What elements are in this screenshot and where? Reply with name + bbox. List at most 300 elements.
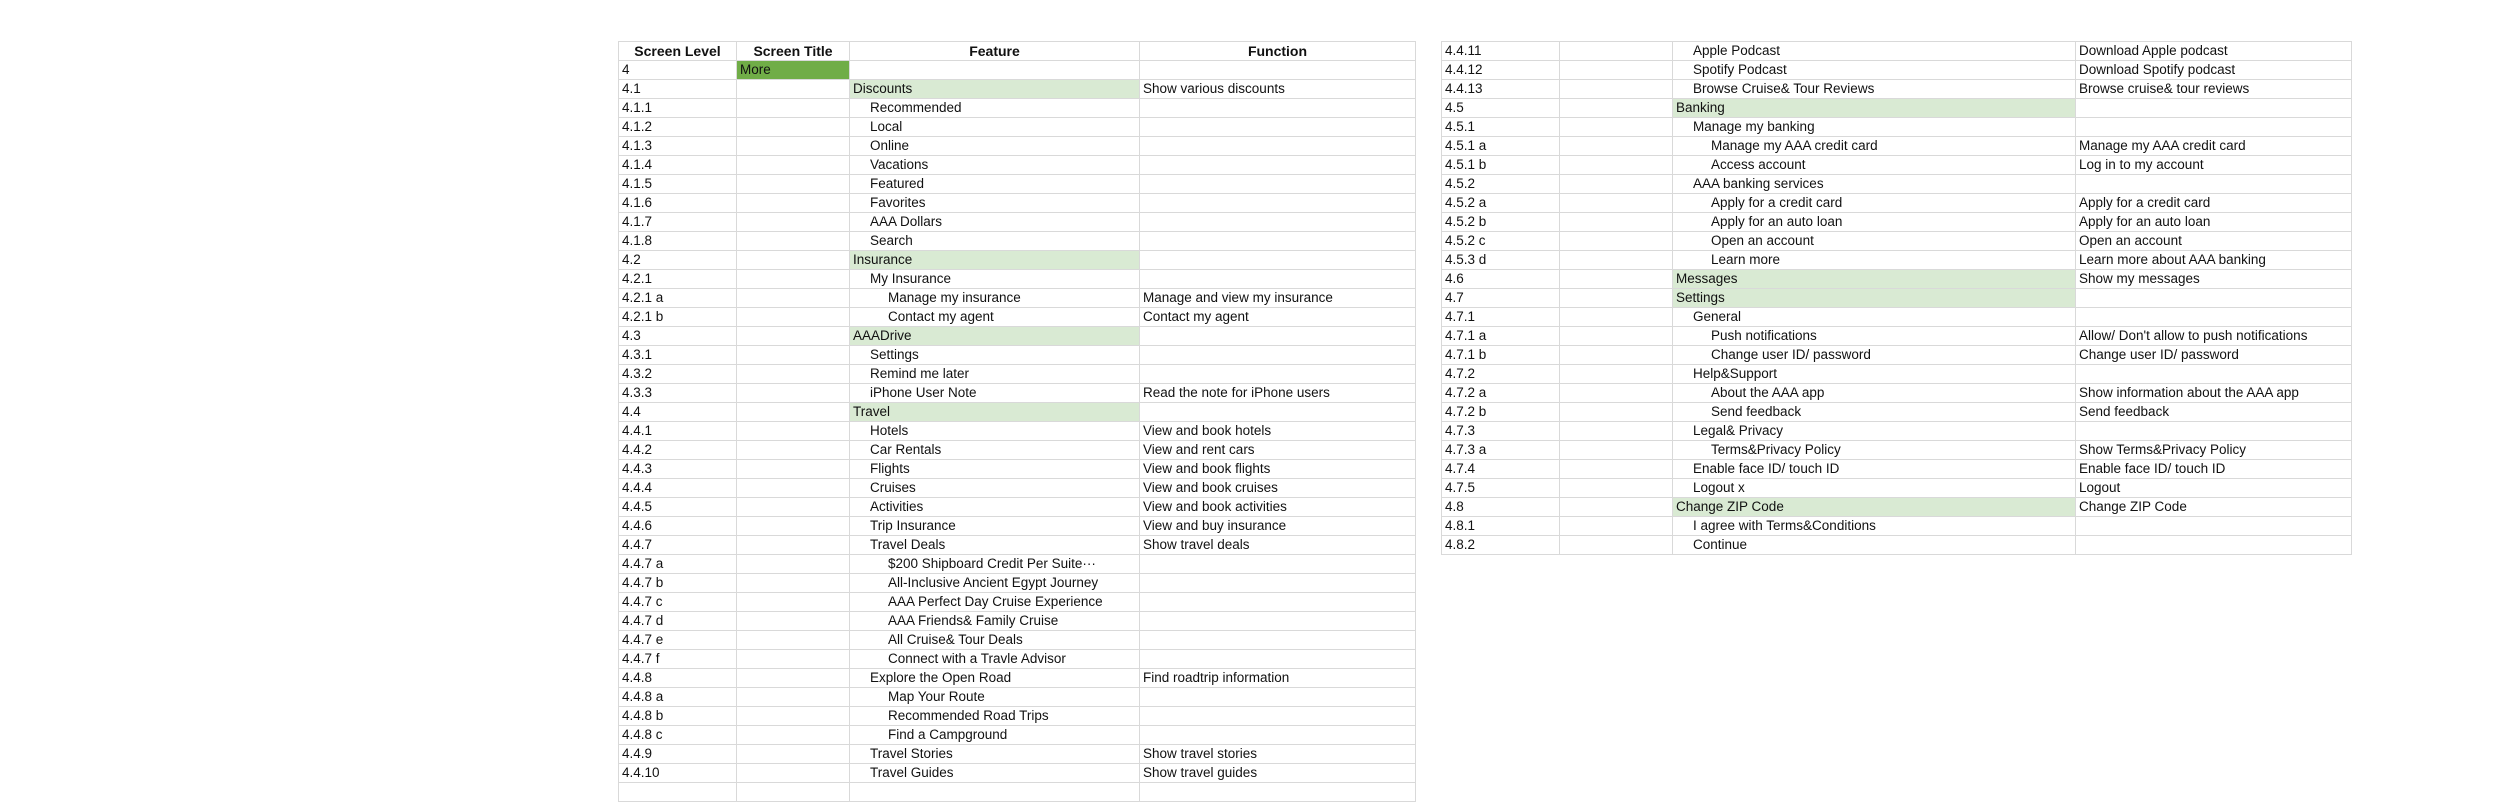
cell-screen-title[interactable] <box>737 175 850 194</box>
cell-screen-title[interactable] <box>1560 156 1673 175</box>
cell-function[interactable]: Enable face ID/ touch ID <box>2076 460 2352 479</box>
cell-feature[interactable]: Activities <box>850 498 1140 517</box>
cell-function[interactable] <box>1140 137 1416 156</box>
cell-feature[interactable]: General <box>1673 308 2076 327</box>
cell-function[interactable] <box>2076 289 2352 308</box>
cell-function[interactable]: Send feedback <box>2076 403 2352 422</box>
table-row <box>1442 441 2352 460</box>
cell-feature[interactable]: Continue <box>1673 536 2076 555</box>
cell-screen-level[interactable]: 4.4.8 <box>619 669 737 688</box>
cell-feature[interactable]: Remind me later <box>850 365 1140 384</box>
cell-screen-title[interactable] <box>1560 498 1673 517</box>
cell-screen-level[interactable]: 4.3.3 <box>619 384 737 403</box>
table-row <box>619 289 1416 308</box>
cell-screen-title[interactable] <box>1560 422 1673 441</box>
cell-function[interactable] <box>1140 555 1416 574</box>
cell-screen-level[interactable]: 4.4.7 <box>619 536 737 555</box>
cell-function[interactable]: Download Apple podcast <box>2076 42 2352 61</box>
table-row <box>1442 327 2352 346</box>
cell-screen-level[interactable]: 4.7.2 b <box>1442 403 1560 422</box>
cell-screen-level[interactable]: 4.4.4 <box>619 479 737 498</box>
cell-screen-level[interactable]: 4.1.8 <box>619 232 737 251</box>
cell-feature[interactable]: Explore the Open Road <box>850 669 1140 688</box>
cell-screen-title[interactable] <box>737 631 850 650</box>
cell-screen-title[interactable] <box>737 422 850 441</box>
cell-feature[interactable]: Search <box>850 232 1140 251</box>
cell-function[interactable]: Manage my AAA credit card <box>2076 137 2352 156</box>
cell-feature[interactable]: Recommended Road Trips <box>850 707 1140 726</box>
cell-function[interactable]: Apply for an auto loan <box>2076 213 2352 232</box>
cell-screen-level[interactable]: 4.4.8 a <box>619 688 737 707</box>
cell-screen-title[interactable] <box>1560 517 1673 536</box>
cell-feature[interactable]: Apple Podcast <box>1673 42 2076 61</box>
cell-screen-title[interactable] <box>1560 99 1673 118</box>
cell-screen-level[interactable] <box>619 783 737 802</box>
cell-function[interactable]: Allow/ Don't allow to push notifications <box>2076 327 2352 346</box>
cell-feature[interactable]: AAADrive <box>850 327 1140 346</box>
cell-screen-title[interactable] <box>1560 251 1673 270</box>
cell-function[interactable]: View and book cruises <box>1140 479 1416 498</box>
cell-feature[interactable]: Manage my banking <box>1673 118 2076 137</box>
cell-screen-level[interactable]: 4.3 <box>619 327 737 346</box>
table-row <box>1442 308 2352 327</box>
cell-feature[interactable]: Change user ID/ password <box>1673 346 2076 365</box>
cell-screen-level[interactable]: 4.5.1 a <box>1442 137 1560 156</box>
cell-screen-title[interactable] <box>1560 460 1673 479</box>
cell-screen-title[interactable] <box>1560 327 1673 346</box>
cell-function[interactable] <box>1140 688 1416 707</box>
cell-function[interactable] <box>2076 517 2352 536</box>
cell-screen-title[interactable] <box>1560 213 1673 232</box>
cell-feature[interactable]: Insurance <box>850 251 1140 270</box>
cell-screen-level[interactable]: 4.4.12 <box>1442 61 1560 80</box>
cell-screen-level[interactable]: 4.1.7 <box>619 213 737 232</box>
cell-feature[interactable]: Cruises <box>850 479 1140 498</box>
cell-screen-title[interactable] <box>737 574 850 593</box>
cell-screen-title[interactable] <box>737 593 850 612</box>
cell-screen-level[interactable]: 4.4.6 <box>619 517 737 536</box>
cell-function[interactable] <box>1140 726 1416 745</box>
cell-feature[interactable]: Local <box>850 118 1140 137</box>
cell-screen-level[interactable]: 4.7.3 <box>1442 422 1560 441</box>
table-row <box>619 80 1416 99</box>
cell-screen-title[interactable] <box>1560 479 1673 498</box>
cell-screen-level[interactable]: 4.8.1 <box>1442 517 1560 536</box>
cell-feature[interactable]: Map Your Route <box>850 688 1140 707</box>
cell-feature[interactable] <box>850 61 1140 80</box>
cell-function[interactable] <box>1140 118 1416 137</box>
cell-screen-title[interactable] <box>1560 80 1673 99</box>
cell-feature[interactable]: AAA Friends& Family Cruise <box>850 612 1140 631</box>
cell-feature[interactable]: Push notifications <box>1673 327 2076 346</box>
cell-screen-title[interactable] <box>737 251 850 270</box>
cell-screen-level[interactable]: 4.4.7 c <box>619 593 737 612</box>
cell-screen-title[interactable] <box>1560 536 1673 555</box>
cell-screen-title[interactable] <box>737 650 850 669</box>
cell-screen-title[interactable] <box>1560 137 1673 156</box>
cell-function[interactable]: Log in to my account <box>2076 156 2352 175</box>
cell-feature[interactable]: Open an account <box>1673 232 2076 251</box>
cell-screen-title[interactable] <box>737 498 850 517</box>
cell-feature[interactable]: Enable face ID/ touch ID <box>1673 460 2076 479</box>
cell-screen-level[interactable]: 4.2 <box>619 251 737 270</box>
cell-function[interactable]: Show various discounts <box>1140 80 1416 99</box>
cell-screen-title[interactable] <box>737 707 850 726</box>
table-row <box>619 327 1416 346</box>
cell-screen-level[interactable]: 4.5.1 <box>1442 118 1560 137</box>
cell-screen-level[interactable]: 4.1.5 <box>619 175 737 194</box>
cell-screen-level[interactable]: 4.4.1 <box>619 422 737 441</box>
table-row <box>619 118 1416 137</box>
cell-function[interactable] <box>1140 270 1416 289</box>
table-row <box>1442 156 2352 175</box>
cell-feature[interactable]: Trip Insurance <box>850 517 1140 536</box>
cell-function[interactable] <box>1140 213 1416 232</box>
cell-screen-level[interactable]: 4.7.1 a <box>1442 327 1560 346</box>
cell-screen-title[interactable] <box>737 536 850 555</box>
cell-screen-title[interactable] <box>737 783 850 802</box>
cell-screen-title[interactable] <box>1560 403 1673 422</box>
header-function[interactable]: Function <box>1140 42 1416 61</box>
cell-screen-title[interactable] <box>737 517 850 536</box>
cell-feature[interactable]: Access account <box>1673 156 2076 175</box>
cell-function[interactable] <box>2076 365 2352 384</box>
cell-screen-level[interactable]: 4.4.7 a <box>619 555 737 574</box>
cell-function[interactable]: Browse cruise& tour reviews <box>2076 80 2352 99</box>
cell-function[interactable]: Show travel deals <box>1140 536 1416 555</box>
cell-screen-title[interactable] <box>1560 384 1673 403</box>
cell-feature[interactable]: Apply for an auto loan <box>1673 213 2076 232</box>
table-row <box>619 213 1416 232</box>
cell-screen-level[interactable]: 4.7.2 <box>1442 365 1560 384</box>
cell-feature[interactable]: Online <box>850 137 1140 156</box>
cell-screen-title[interactable] <box>1560 118 1673 137</box>
cell-function[interactable]: Show my messages <box>2076 270 2352 289</box>
cell-function[interactable] <box>1140 156 1416 175</box>
cell-screen-title[interactable] <box>1560 42 1673 61</box>
cell-screen-level[interactable]: 4.1.6 <box>619 194 737 213</box>
cell-feature[interactable]: $200 Shipboard Credit Per Suite··· <box>850 555 1140 574</box>
cell-function[interactable]: Apply for a credit card <box>2076 194 2352 213</box>
table-row <box>1442 403 2352 422</box>
cell-feature[interactable]: Browse Cruise& Tour Reviews <box>1673 80 2076 99</box>
cell-function[interactable]: View and book activities <box>1140 498 1416 517</box>
cell-function[interactable]: Manage and view my insurance <box>1140 289 1416 308</box>
cell-feature[interactable]: Send feedback <box>1673 403 2076 422</box>
cell-screen-level[interactable]: 4.4.3 <box>619 460 737 479</box>
cell-feature[interactable]: Discounts <box>850 80 1140 99</box>
cell-function[interactable]: Logout <box>2076 479 2352 498</box>
cell-function[interactable]: Open an account <box>2076 232 2352 251</box>
header-screen-title[interactable]: Screen Title <box>737 42 850 61</box>
cell-screen-title[interactable] <box>1560 308 1673 327</box>
cell-screen-level[interactable]: 4 <box>619 61 737 80</box>
cell-screen-level[interactable]: 4.5.3 d <box>1442 251 1560 270</box>
cell-screen-level[interactable]: 4.4.7 d <box>619 612 737 631</box>
cell-feature[interactable]: All-Inclusive Ancient Egypt Journey <box>850 574 1140 593</box>
cell-function[interactable] <box>1140 631 1416 650</box>
cell-screen-level[interactable]: 4.1.2 <box>619 118 737 137</box>
cell-screen-title[interactable] <box>737 213 850 232</box>
cell-screen-level[interactable]: 4.4.8 c <box>619 726 737 745</box>
table-row <box>619 308 1416 327</box>
cell-screen-level[interactable]: 4.7 <box>1442 289 1560 308</box>
table-row <box>1442 460 2352 479</box>
cell-feature[interactable]: Featured <box>850 175 1140 194</box>
header-screen-level[interactable]: Screen Level <box>619 42 737 61</box>
cell-feature[interactable]: AAA banking services <box>1673 175 2076 194</box>
cell-screen-title[interactable] <box>737 555 850 574</box>
cell-screen-title[interactable] <box>1560 346 1673 365</box>
cell-screen-title[interactable] <box>737 137 850 156</box>
cell-function[interactable] <box>1140 574 1416 593</box>
cell-screen-title[interactable] <box>737 745 850 764</box>
cell-screen-title[interactable] <box>737 669 850 688</box>
cell-screen-level[interactable]: 4.4.2 <box>619 441 737 460</box>
cell-function[interactable] <box>1140 232 1416 251</box>
cell-screen-level[interactable]: 4.5.2 c <box>1442 232 1560 251</box>
cell-feature[interactable]: Settings <box>850 346 1140 365</box>
cell-screen-title[interactable] <box>737 688 850 707</box>
cell-function[interactable] <box>2076 422 2352 441</box>
cell-feature[interactable]: Travel Stories <box>850 745 1140 764</box>
cell-function[interactable] <box>2076 118 2352 137</box>
cell-feature[interactable]: Contact my agent <box>850 308 1140 327</box>
table-row <box>619 517 1416 536</box>
cell-screen-title[interactable] <box>737 365 850 384</box>
cell-function[interactable]: Find roadtrip information <box>1140 669 1416 688</box>
cell-feature[interactable]: AAA Dollars <box>850 213 1140 232</box>
cell-function[interactable] <box>1140 612 1416 631</box>
cell-function[interactable] <box>2076 308 2352 327</box>
cell-screen-title[interactable] <box>1560 194 1673 213</box>
cell-feature[interactable]: Change ZIP Code <box>1673 498 2076 517</box>
cell-feature[interactable]: My Insurance <box>850 270 1140 289</box>
table-row <box>619 783 1416 802</box>
cell-screen-level[interactable]: 4.3.1 <box>619 346 737 365</box>
cell-feature[interactable]: Manage my AAA credit card <box>1673 137 2076 156</box>
cell-screen-title[interactable] <box>1560 365 1673 384</box>
table-row <box>619 384 1416 403</box>
cell-screen-title[interactable] <box>1560 270 1673 289</box>
table-row <box>1442 536 2352 555</box>
cell-screen-level[interactable]: 4.4.13 <box>1442 80 1560 99</box>
cell-feature[interactable]: Settings <box>1673 289 2076 308</box>
cell-function[interactable]: Download Spotify podcast <box>2076 61 2352 80</box>
cell-feature[interactable]: I agree with Terms&Conditions <box>1673 517 2076 536</box>
cell-feature[interactable]: Find a Campground <box>850 726 1140 745</box>
cell-screen-title[interactable] <box>737 403 850 422</box>
cell-screen-level[interactable]: 4.4.5 <box>619 498 737 517</box>
cell-screen-title[interactable] <box>1560 232 1673 251</box>
cell-function[interactable] <box>1140 99 1416 118</box>
cell-screen-level[interactable]: 4.4.7 b <box>619 574 737 593</box>
cell-screen-title[interactable] <box>737 726 850 745</box>
table-row <box>1442 365 2352 384</box>
cell-function[interactable] <box>1140 61 1416 80</box>
cell-screen-level[interactable]: 4.6 <box>1442 270 1560 289</box>
cell-screen-title[interactable] <box>737 764 850 783</box>
cell-screen-title[interactable] <box>737 232 850 251</box>
cell-screen-title[interactable] <box>737 308 850 327</box>
cell-feature[interactable]: About the AAA app <box>1673 384 2076 403</box>
cell-screen-level[interactable]: 4.1 <box>619 80 737 99</box>
cell-screen-level[interactable]: 4.4 <box>619 403 737 422</box>
table-row <box>619 422 1416 441</box>
cell-screen-title[interactable] <box>737 346 850 365</box>
cell-feature[interactable]: Legal& Privacy <box>1673 422 2076 441</box>
cell-function[interactable] <box>1140 365 1416 384</box>
cell-screen-level[interactable]: 4.8.2 <box>1442 536 1560 555</box>
cell-function[interactable] <box>1140 707 1416 726</box>
cell-function[interactable]: Read the note for iPhone users <box>1140 384 1416 403</box>
cell-function[interactable] <box>1140 251 1416 270</box>
table-row <box>1442 479 2352 498</box>
cell-feature[interactable]: Hotels <box>850 422 1140 441</box>
cell-screen-title[interactable] <box>737 479 850 498</box>
cell-function[interactable] <box>1140 650 1416 669</box>
table-row <box>1442 61 2352 80</box>
cell-screen-level[interactable]: 4.2.1 a <box>619 289 737 308</box>
table-row <box>619 650 1416 669</box>
cell-screen-title[interactable] <box>737 612 850 631</box>
cell-feature[interactable]: Spotify Podcast <box>1673 61 2076 80</box>
cell-screen-level[interactable]: 4.4.10 <box>619 764 737 783</box>
right-table-body <box>1442 42 2352 555</box>
cell-screen-level[interactable]: 4.4.8 b <box>619 707 737 726</box>
cell-feature[interactable]: Banking <box>1673 99 2076 118</box>
table-row <box>1442 213 2352 232</box>
cell-feature[interactable]: Connect with a Travle Advisor <box>850 650 1140 669</box>
cell-screen-title[interactable] <box>737 384 850 403</box>
cell-feature[interactable]: Favorites <box>850 194 1140 213</box>
cell-feature[interactable]: Manage my insurance <box>850 289 1140 308</box>
cell-screen-title[interactable] <box>737 289 850 308</box>
table-row <box>619 99 1416 118</box>
cell-function[interactable]: View and rent cars <box>1140 441 1416 460</box>
cell-feature[interactable]: Travel Deals <box>850 536 1140 555</box>
header-feature[interactable]: Feature <box>850 42 1140 61</box>
cell-function[interactable]: Learn more about AAA banking <box>2076 251 2352 270</box>
cell-function[interactable]: View and buy insurance <box>1140 517 1416 536</box>
cell-function[interactable] <box>2076 536 2352 555</box>
cell-feature[interactable]: Logout x <box>1673 479 2076 498</box>
cell-screen-title[interactable] <box>1560 175 1673 194</box>
cell-function[interactable] <box>1140 593 1416 612</box>
cell-screen-level[interactable]: 4.8 <box>1442 498 1560 517</box>
cell-screen-title[interactable] <box>1560 289 1673 308</box>
cell-feature[interactable]: Vacations <box>850 156 1140 175</box>
cell-function[interactable]: View and book flights <box>1140 460 1416 479</box>
cell-function[interactable]: View and book hotels <box>1140 422 1416 441</box>
cell-screen-level[interactable]: 4.7.4 <box>1442 460 1560 479</box>
cell-screen-title[interactable] <box>1560 61 1673 80</box>
cell-function[interactable]: Change ZIP Code <box>2076 498 2352 517</box>
cell-screen-title[interactable] <box>737 99 850 118</box>
cell-feature[interactable]: Learn more <box>1673 251 2076 270</box>
cell-screen-title[interactable] <box>737 194 850 213</box>
cell-screen-title[interactable] <box>737 327 850 346</box>
cell-screen-level[interactable]: 4.2.1 b <box>619 308 737 327</box>
cell-screen-level[interactable]: 4.4.9 <box>619 745 737 764</box>
cell-feature[interactable]: Car Rentals <box>850 441 1140 460</box>
cell-screen-level[interactable]: 4.4.7 f <box>619 650 737 669</box>
cell-screen-level[interactable]: 4.7.1 b <box>1442 346 1560 365</box>
cell-screen-level[interactable]: 4.1.1 <box>619 99 737 118</box>
cell-function[interactable] <box>1140 327 1416 346</box>
cell-function[interactable]: Show Terms&Privacy Policy <box>2076 441 2352 460</box>
cell-screen-level[interactable]: 4.5 <box>1442 99 1560 118</box>
cell-feature[interactable]: Travel Guides <box>850 764 1140 783</box>
header-row <box>619 42 1416 61</box>
cell-function[interactable] <box>1140 783 1416 802</box>
cell-screen-level[interactable]: 4.7.1 <box>1442 308 1560 327</box>
cell-function[interactable] <box>1140 346 1416 365</box>
cell-screen-title[interactable] <box>1560 441 1673 460</box>
cell-function[interactable] <box>1140 194 1416 213</box>
cell-screen-level[interactable]: 4.1.4 <box>619 156 737 175</box>
cell-function[interactable]: Change user ID/ password <box>2076 346 2352 365</box>
cell-feature[interactable]: Help&Support <box>1673 365 2076 384</box>
cell-feature[interactable]: Travel <box>850 403 1140 422</box>
cell-function[interactable] <box>1140 403 1416 422</box>
cell-screen-level[interactable]: 4.5.2 <box>1442 175 1560 194</box>
cell-screen-level[interactable]: 4.4.11 <box>1442 42 1560 61</box>
table-row <box>619 498 1416 517</box>
cell-screen-level[interactable]: 4.7.5 <box>1442 479 1560 498</box>
cell-function[interactable]: Show travel stories <box>1140 745 1416 764</box>
cell-function[interactable]: Show information about the AAA app <box>2076 384 2352 403</box>
cell-screen-level[interactable]: 4.3.2 <box>619 365 737 384</box>
table-row <box>1442 118 2352 137</box>
cell-function[interactable] <box>1140 175 1416 194</box>
cell-screen-level[interactable]: 4.2.1 <box>619 270 737 289</box>
cell-feature[interactable]: All Cruise& Tour Deals <box>850 631 1140 650</box>
cell-feature[interactable]: AAA Perfect Day Cruise Experience <box>850 593 1140 612</box>
cell-screen-title[interactable] <box>737 156 850 175</box>
cell-screen-title[interactable] <box>737 441 850 460</box>
table-row <box>619 764 1416 783</box>
left-sheet-table <box>618 41 1416 802</box>
cell-feature[interactable]: Messages <box>1673 270 2076 289</box>
cell-feature[interactable]: Recommended <box>850 99 1140 118</box>
cell-feature[interactable]: Apply for a credit card <box>1673 194 2076 213</box>
cell-feature[interactable]: Flights <box>850 460 1140 479</box>
table-row <box>619 745 1416 764</box>
cell-feature[interactable] <box>850 783 1140 802</box>
cell-screen-title[interactable]: More <box>737 61 850 80</box>
cell-screen-level[interactable]: 4.1.3 <box>619 137 737 156</box>
cell-screen-level[interactable]: 4.7.3 a <box>1442 441 1560 460</box>
cell-function[interactable]: Contact my agent <box>1140 308 1416 327</box>
cell-feature[interactable]: Terms&Privacy Policy <box>1673 441 2076 460</box>
cell-function[interactable]: Show travel guides <box>1140 764 1416 783</box>
table-row <box>619 61 1416 80</box>
cell-function[interactable] <box>2076 175 2352 194</box>
cell-screen-title[interactable] <box>737 80 850 99</box>
table-row <box>619 593 1416 612</box>
cell-screen-level[interactable]: 4.4.7 e <box>619 631 737 650</box>
cell-function[interactable] <box>2076 99 2352 118</box>
cell-screen-title[interactable] <box>737 270 850 289</box>
cell-screen-level[interactable]: 4.7.2 a <box>1442 384 1560 403</box>
cell-screen-level[interactable]: 4.5.2 a <box>1442 194 1560 213</box>
cell-screen-level[interactable]: 4.5.1 b <box>1442 156 1560 175</box>
cell-screen-level[interactable]: 4.5.2 b <box>1442 213 1560 232</box>
cell-screen-title[interactable] <box>737 118 850 137</box>
cell-feature[interactable]: iPhone User Note <box>850 384 1140 403</box>
cell-screen-title[interactable] <box>737 460 850 479</box>
